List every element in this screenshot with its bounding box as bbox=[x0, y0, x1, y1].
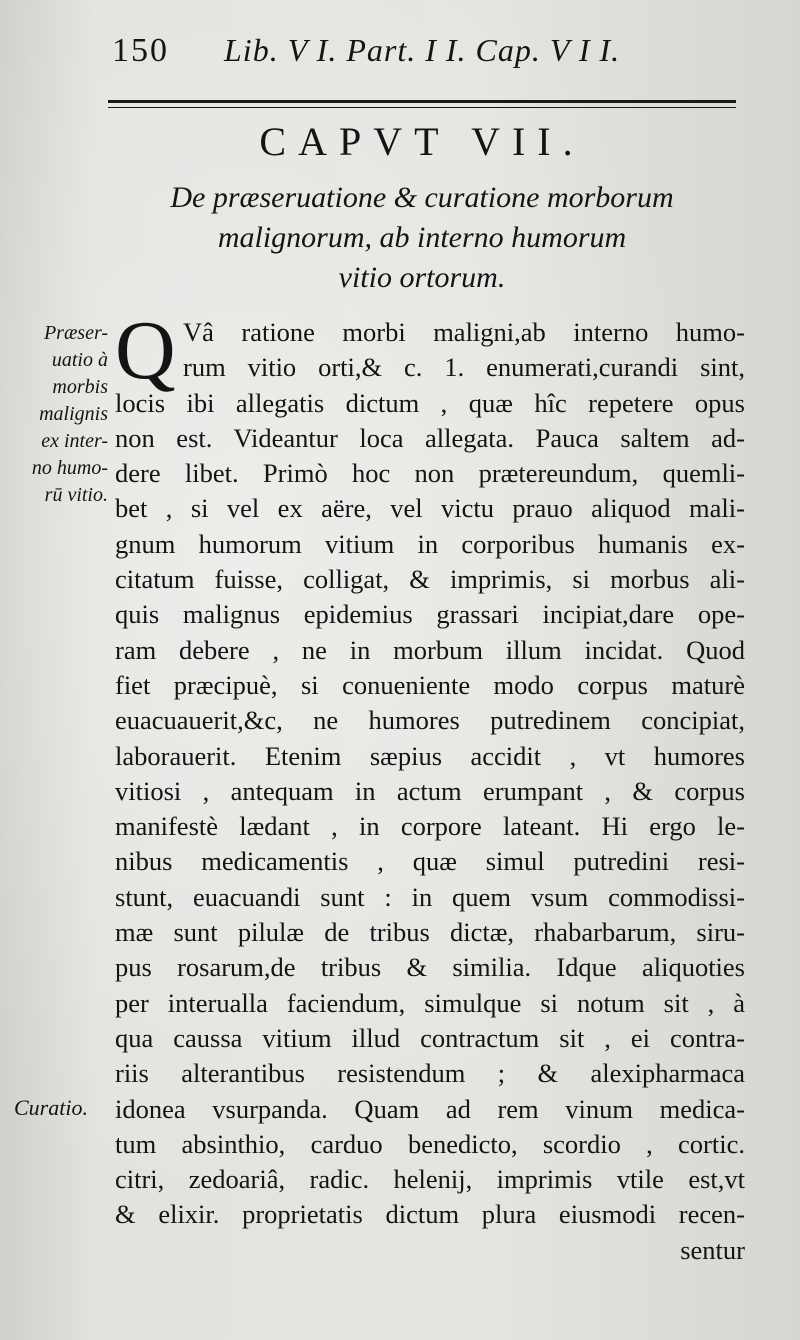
text-line: pus rosarum,de tribus & similia. Idque aliquoties bbox=[115, 952, 745, 983]
margin-note-curatio: Curatio. bbox=[14, 1095, 88, 1120]
text-line: citri, zedoariâ, radic. helenij, imprimis vtile est,vt bbox=[115, 1164, 745, 1195]
margin-note-line: morbis bbox=[52, 376, 108, 398]
text-line: riis alterantibus resistendum ; & alexipharmaca bbox=[115, 1058, 745, 1089]
header-rule bbox=[108, 100, 736, 103]
text-line: bet , si vel ex aëre, vel victu prauo aliquod mali- bbox=[115, 493, 745, 524]
text-line: citatum fuisse, colligat, & imprimis, si morbus ali- bbox=[115, 564, 745, 595]
margin-note-line: ex inter- bbox=[41, 430, 108, 452]
chapter-subtitle-line: De præseruatione & curatione morborum bbox=[170, 181, 674, 214]
margin-note-line: uatio à bbox=[51, 349, 108, 371]
chapter-title: CAPVT VII. bbox=[259, 119, 585, 164]
margin-note-line: Præser- bbox=[43, 322, 108, 344]
text-line: dere libet. Primò hoc non prætereundum, quemli- bbox=[115, 458, 745, 489]
margin-note-line: malignis bbox=[39, 403, 108, 425]
header-rule-thin bbox=[108, 107, 736, 108]
text-line: manifestè lædant , in corpore lateant. Hi ergo le- bbox=[115, 811, 745, 842]
text-line: laborauerit. Etenim sæpius accidit , vt humores bbox=[115, 740, 745, 771]
page-header bbox=[112, 28, 742, 78]
text-line: gnum humorum vitium in corporibus humanis ex- bbox=[115, 528, 745, 559]
text-line: idonea vsurpanda. Quam ad rem vinum medica- bbox=[115, 1093, 745, 1124]
text-line: mæ sunt pilulæ de tribus dictæ, rhabarbarum, siru- bbox=[115, 917, 745, 948]
text-line: locis ibi allegatis dictum , quæ hîc repetere opus bbox=[115, 387, 745, 418]
text-line: Vâ ratione morbi maligni,ab interno humo- bbox=[183, 317, 745, 347]
chapter-subtitle-line: malignorum, ab interno humorum bbox=[217, 221, 627, 254]
margin-note-preservation bbox=[10, 320, 108, 509]
drop-cap: Q bbox=[115, 304, 176, 397]
text-line: fiet præcipuè, si conueniente modo corpus maturè bbox=[115, 669, 745, 700]
catchword: sentur bbox=[680, 1234, 745, 1265]
text-line: qua caussa vitium illud contractum sit , ei contra- bbox=[115, 1022, 745, 1053]
text-line: nibus medicamentis , quæ simul putredini resi- bbox=[115, 846, 745, 877]
chapter-subtitle-line: vitio ortorum. bbox=[338, 261, 506, 294]
text-line: & elixir. proprietatis dictum plura eiusmodi recen- bbox=[115, 1199, 745, 1230]
text-line: stunt, euacuandi sunt : in quem vsum commodissi- bbox=[115, 881, 745, 912]
text-line: per interualla faciendum, simulque si notum sit , à bbox=[115, 987, 745, 1018]
text-line: vitiosi , antequam in actum erumpant , & corpus bbox=[115, 775, 745, 806]
text-line: tum absinthio, carduo benedicto, scordio , cortic. bbox=[115, 1128, 745, 1159]
text-line: non est. Videantur loca allegata. Pauca saltem ad- bbox=[115, 422, 745, 453]
chapter-subtitle bbox=[108, 178, 736, 298]
margin-note-line: no humo- bbox=[31, 457, 108, 479]
running-title: Lib. V I. Part. I I. Cap. V I I. bbox=[224, 32, 621, 68]
margin-note-line: rū vitio. bbox=[44, 484, 108, 506]
text-line: quis malignus epidemius grassari incipiat,dare ope- bbox=[115, 599, 745, 630]
text-line: ram debere , ne in morbum illum incidat. Quod bbox=[115, 634, 745, 665]
text-line: rum vitio orti,& c. 1. enumerati,curandi sint, bbox=[183, 352, 745, 383]
page-number: 150 bbox=[112, 32, 169, 69]
body-text bbox=[115, 304, 745, 1268]
text-line: euacuauerit,&c, ne humores putredinem concipiat, bbox=[115, 705, 745, 736]
